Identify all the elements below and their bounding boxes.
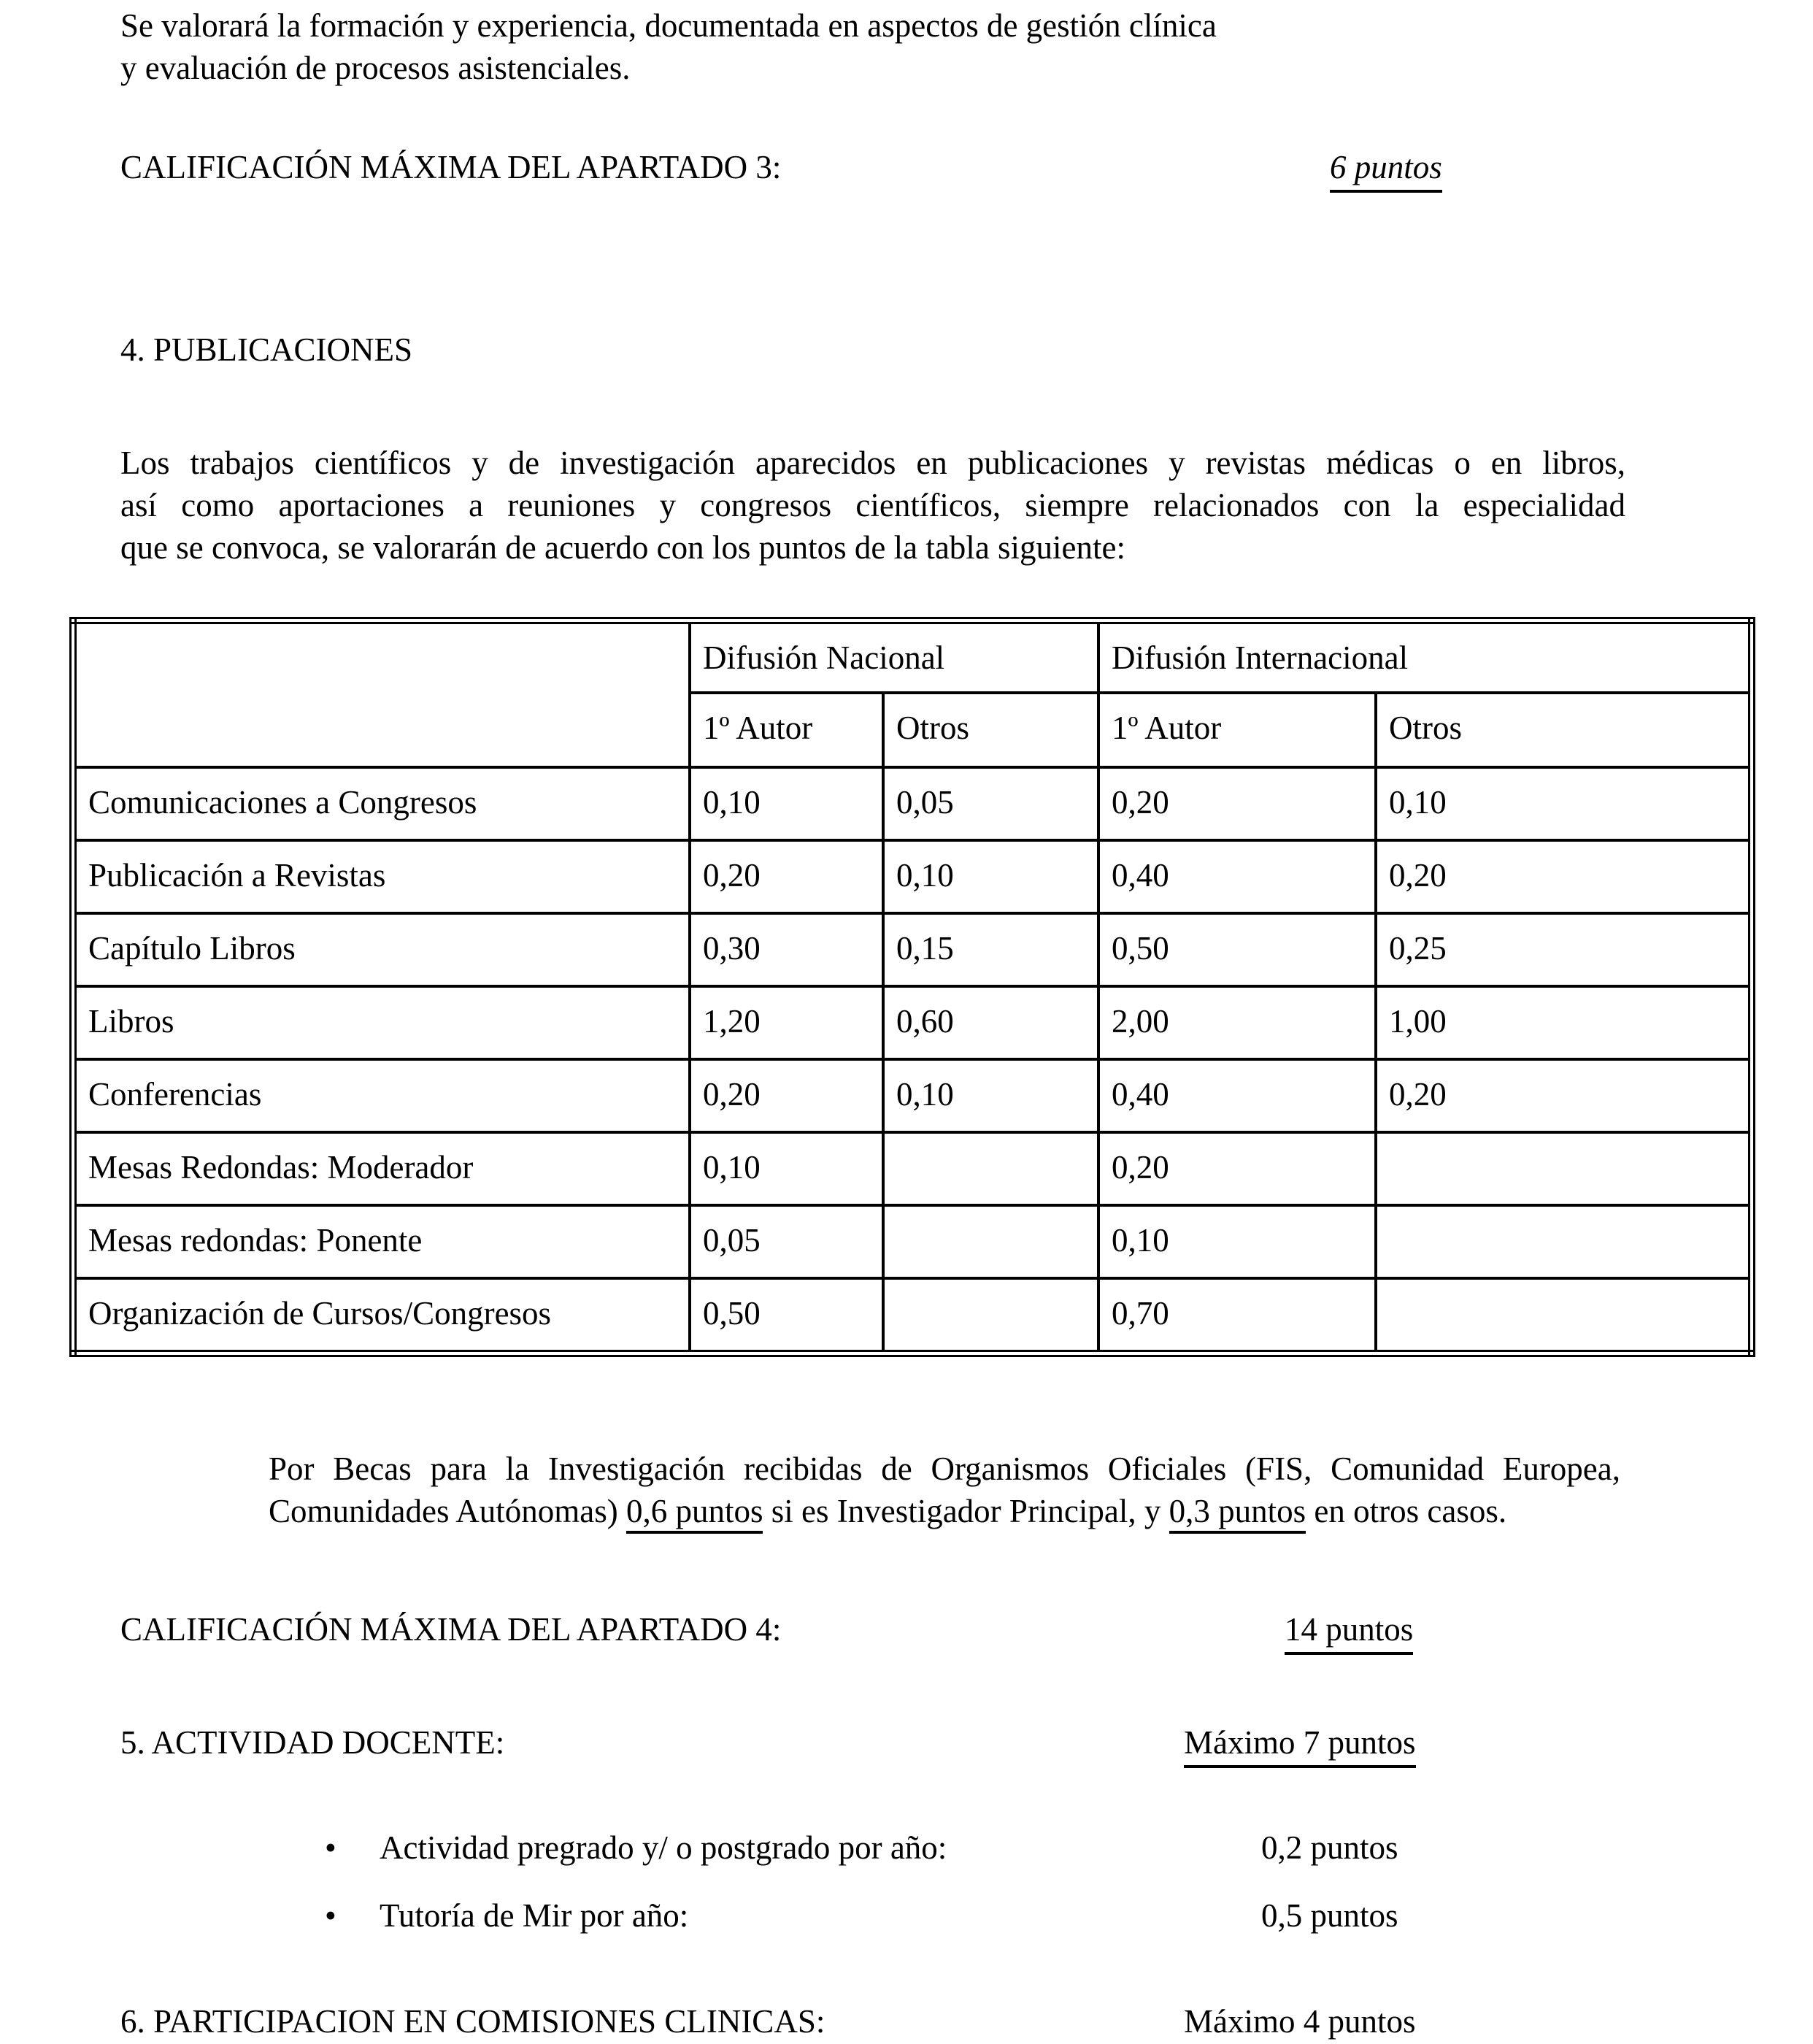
calif3-value: 6 puntos — [1330, 146, 1442, 193]
table-cell-label: Comunicaciones a Congresos — [73, 767, 690, 840]
table-cell-value: 0,20 — [1098, 1132, 1376, 1205]
table-row — [73, 913, 1752, 986]
intro-line-1: Se valorará la formación y experiencia, documentada en aspectos de gestión clínica — [120, 7, 1217, 44]
table-row — [73, 986, 1752, 1059]
table-cell-value: 0,10 — [883, 1059, 1098, 1132]
becas-line-1: Por Becas para la Investigación recibidas de Organismos Oficiales (FIS, Comunidad Europea, — [269, 1451, 1620, 1487]
table-cell-label: Mesas Redondas: Moderador — [73, 1132, 690, 1205]
table-subheader: 1º Autor — [1098, 693, 1376, 767]
section5-heading: 5. ACTIVIDAD DOCENTE: — [120, 1724, 505, 1761]
calif4-value: 14 puntos — [1285, 1608, 1413, 1655]
table-cell-value — [883, 1205, 1098, 1278]
table-cell-label: Libros — [73, 986, 690, 1059]
table-cell-label: Mesas redondas: Ponente — [73, 1205, 690, 1278]
becas-line2-text: si es Investigador Principal, y — [763, 1493, 1169, 1529]
table-cell-label: Publicación a Revistas — [73, 840, 690, 913]
intro-line-2: y evaluación de procesos asistenciales. — [120, 50, 631, 86]
table-cell-value — [883, 1278, 1098, 1353]
section4-heading: 4. PUBLICACIONES — [120, 331, 413, 368]
becas-line2-text: Comunidades Autónomas) — [269, 1493, 626, 1529]
section4-paragraph — [120, 442, 1625, 569]
bullet-icon: • — [325, 1897, 336, 1934]
table-subheader: Otros — [1376, 693, 1752, 767]
table-cell-value: 0,10 — [883, 840, 1098, 913]
table-cell-value: 0,50 — [690, 1278, 883, 1353]
becas-paragraph — [269, 1448, 1620, 1532]
table-row — [73, 840, 1752, 913]
table-row — [73, 1132, 1752, 1205]
table-cell-label: Capítulo Libros — [73, 913, 690, 986]
table-cell-value: 0,20 — [1376, 1059, 1752, 1132]
becas-line2-text: en otros casos. — [1306, 1493, 1507, 1529]
bullet-item-value: 0,5 puntos — [1261, 1897, 1398, 1934]
table-group-nacional: Difusión Nacional — [690, 620, 1098, 693]
table-cell-value: 0,10 — [690, 1132, 883, 1205]
table-row — [73, 767, 1752, 840]
table-row — [73, 1205, 1752, 1278]
table-cell-value — [1376, 1205, 1752, 1278]
table-header-group-row — [73, 620, 1752, 693]
table-corner-cell — [73, 620, 690, 767]
table-cell-value: 0,05 — [883, 767, 1098, 840]
table-subheader: 1º Autor — [690, 693, 883, 767]
table-cell-value: 0,10 — [690, 767, 883, 840]
table-cell-value: 1,20 — [690, 986, 883, 1059]
table-cell-value: 1,00 — [1376, 986, 1752, 1059]
calif3-label: CALIFICACIÓN MÁXIMA DEL APARTADO 3: — [120, 149, 782, 185]
table-cell-value: 0,20 — [690, 840, 883, 913]
table-cell-value: 0,15 — [883, 913, 1098, 986]
table-cell-value — [1376, 1132, 1752, 1205]
table-cell-value: 0,05 — [690, 1205, 883, 1278]
table-cell-value: 0,60 — [883, 986, 1098, 1059]
table-cell-value: 0,40 — [1098, 840, 1376, 913]
bullet-item-value: 0,2 puntos — [1261, 1829, 1398, 1866]
bullet-item-label: Tutoría de Mir por año: — [380, 1897, 689, 1934]
table-subheader: Otros — [883, 693, 1098, 767]
table-group-internacional: Difusión Internacional — [1098, 620, 1752, 693]
table-cell-value: 0,40 — [1098, 1059, 1376, 1132]
table-cell-value: 0,10 — [1376, 767, 1752, 840]
section6-max-value: Máximo 4 puntos — [1184, 2000, 1416, 2044]
bullet-icon: • — [325, 1829, 336, 1866]
table-cell-value: 0,20 — [690, 1059, 883, 1132]
table-cell-value: 0,20 — [1098, 767, 1376, 840]
table-cell-value — [883, 1132, 1098, 1205]
intro-paragraph — [120, 4, 1420, 89]
becas-points-otros-casos: 0,3 puntos — [1169, 1493, 1306, 1534]
table-cell-value: 0,30 — [690, 913, 883, 986]
section4-para-line-2: así como aportaciones a reuniones y congresos científicos, siempre relacionados con la especialidad — [120, 487, 1625, 523]
table-cell-value: 0,25 — [1376, 913, 1752, 986]
table-row — [73, 1059, 1752, 1132]
table-cell-label: Conferencias — [73, 1059, 690, 1132]
calif4-label: CALIFICACIÓN MÁXIMA DEL APARTADO 4: — [120, 1611, 782, 1648]
table-cell-value: 2,00 — [1098, 986, 1376, 1059]
table-cell-value — [1376, 1278, 1752, 1353]
table-cell-label: Organización de Cursos/Congresos — [73, 1278, 690, 1353]
section5-max-value: Máximo 7 puntos — [1184, 1721, 1416, 1768]
becas-points-investigador-principal: 0,6 puntos — [626, 1493, 763, 1534]
section4-para-line-3: que se convoca, se valorarán de acuerdo con los puntos de la tabla siguiente: — [120, 529, 1126, 566]
section6-heading: 6. PARTICIPACION EN COMISIONES CLINICAS: — [120, 2003, 825, 2040]
section4-para-line-1: Los trabajos científicos y de investigación aparecidos en publicaciones y revistas médicas o en libros, — [120, 445, 1625, 481]
table-row — [73, 1278, 1752, 1353]
table-cell-value: 0,10 — [1098, 1205, 1376, 1278]
table-cell-value: 0,50 — [1098, 913, 1376, 986]
table-cell-value: 0,70 — [1098, 1278, 1376, 1353]
bullet-item-label: Actividad pregrado y/ o postgrado por año: — [380, 1829, 947, 1866]
becas-line-2 — [269, 1490, 1620, 1532]
table-cell-value: 0,20 — [1376, 840, 1752, 913]
publications-table — [69, 617, 1755, 1357]
publications-table-wrapper — [69, 617, 1755, 1357]
